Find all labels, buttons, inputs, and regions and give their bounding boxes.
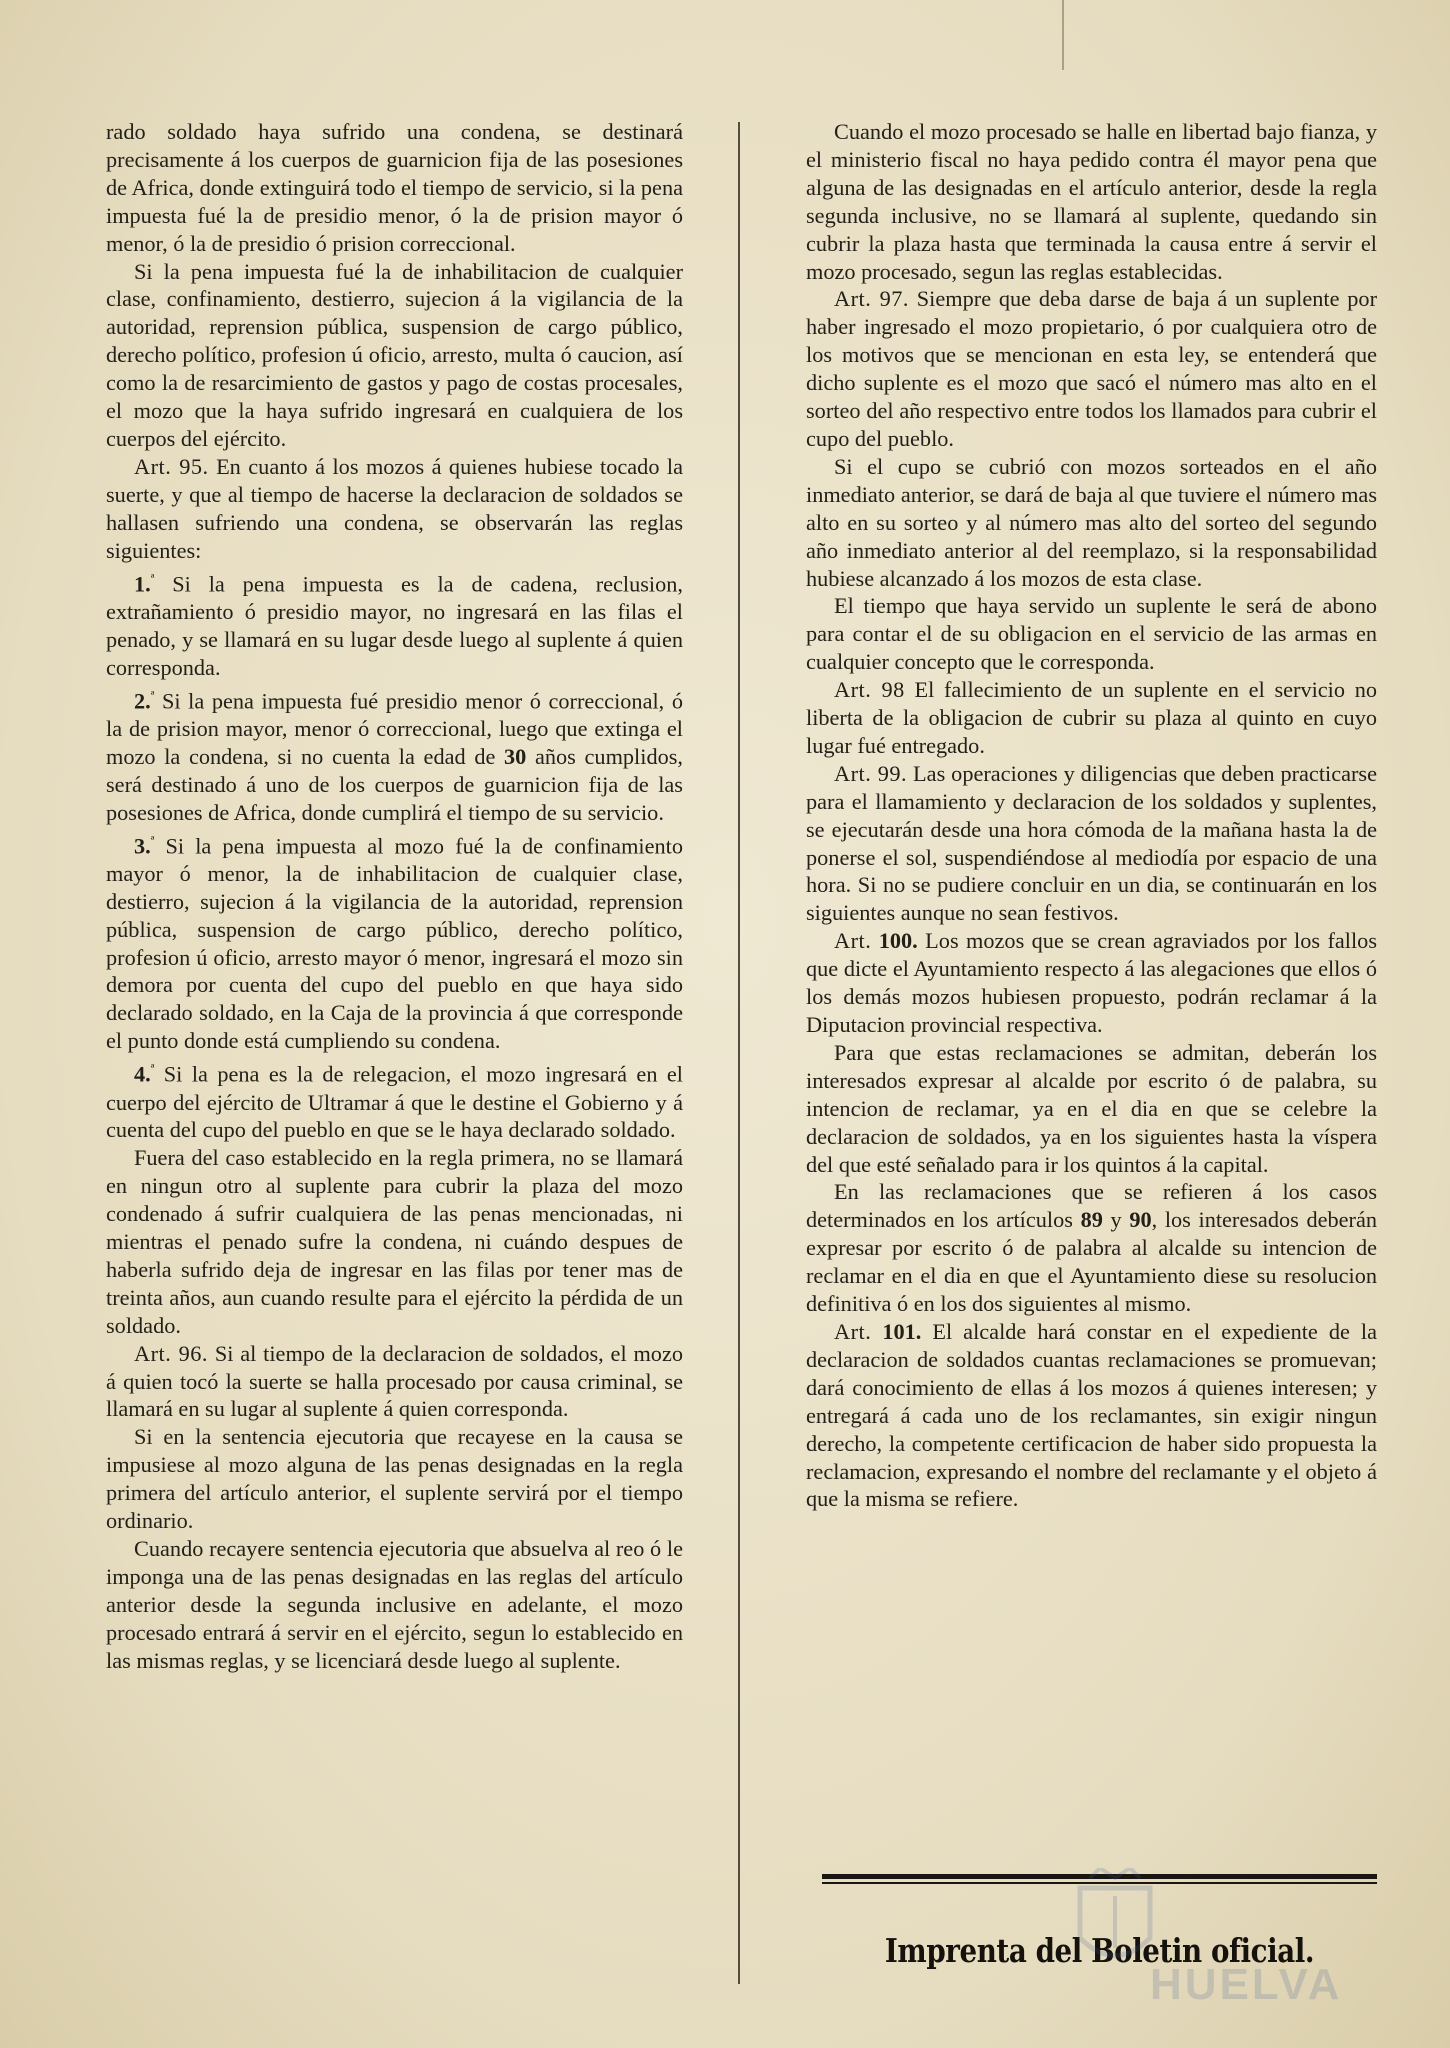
column-divider — [738, 122, 740, 1984]
ordinal-mark: ª — [150, 570, 155, 586]
watermark-text: HUELVA — [1150, 1960, 1343, 2009]
article-label: Art. 95. — [134, 453, 209, 479]
ordinal-mark: ª — [150, 1061, 155, 1077]
article-text: El fallecimiento de un suplente en el servicio no liberta de la obligacion de cubrir su plaza al quinto en cuyo lugar fué entregado. — [806, 677, 1378, 758]
paragraph: Si la pena impuesta fué la de inhabilitacion de cualquier clase, confinamiento, destierro, sujecion á la vigilancia de la autoridad, reprension pública, suspension de cargo público, derecho político, profesion ú oficio, arresto, multa ó caucion, así como la de resarcimiento de gastos y pago de costas procesales, el mozo que la haya sufrido ingresará en cualquiera de los cuerpos del ejército. — [106, 258, 683, 451]
paragraph-text: En las reclamaciones que se refieren á los casos determinados en los artículos — [806, 1179, 1377, 1233]
article-99 — [806, 760, 1377, 927]
paragraph: Cuando recayere sentencia ejecutoria que absuelva al reo ó le imponga una de las penas designadas en las reglas del artículo anterior desde la segunda inclusive en adelante, el mozo procesado entrará á servir en el ejército, segun lo establecido en las mismas reglas, y se licenciará desde luego al suplente. — [106, 1536, 683, 1673]
paragraph: El tiempo que haya servido un suplente le será de abono para contar el de su obligacion en el servicio de las armas en cualquier concepto que le corresponda. — [806, 593, 1377, 675]
paragraph: Cuando el mozo procesado se halle en libertad bajo fianza, y el ministerio fiscal no haya pedido contra él mayor pena que alguna de las designadas en el artículo anterior, desde la regla segunda inclusive, no se llamará al suplente, quedando sin cubrir la plaza hasta que terminada la causa entre á servir el mozo procesado, segun las reglas establecidas. — [806, 119, 1377, 284]
right-column — [806, 118, 1377, 1513]
article-number: 100. — [878, 928, 918, 954]
article-text: Los mozos que se crean agraviados por los fallos que dicte el Ayuntamiento respecto á las alegaciones que ellos ó los demás mozos hubiesen propuesto, podrán reclamar á la Diputacion provincial respectiva. — [806, 928, 1378, 1037]
rule-number: 1. — [134, 570, 151, 596]
rule-1 — [106, 565, 683, 682]
rule-number: 2. — [134, 687, 151, 713]
article-97 — [806, 285, 1377, 452]
article-number: 101. — [882, 1318, 922, 1344]
article-text: El alcalde hará constar en el expediente de la declaracion de soldados cuantas reclamaciones se promuevan; dará conocimiento de ellas á los mozos á quienes interesen; y entregará á cada uno de los reclamantes, sin exigir ningun derecho, la competente certificacion de haber sido propuesta la reclamacion, expresando el nombre del reclamante y el objeto á que la misma se refiere. — [806, 1318, 1377, 1512]
article-ref: 90 — [1129, 1207, 1152, 1233]
paragraph: Fuera del caso establecido en la regla primera, no se llamará en ningun otro al suplente para cubrir la plaza del mozo condenado á sufrir cualquiera de las penas mencionadas, ni mientras el penado sufre la condena, ni cuándo despues de haberla sufrido deja de ingresar en las filas por tener mas de treinta años, aun cuando resulte para el ejército la pérdida de un soldado. — [106, 1145, 683, 1338]
ordinal-mark: ª — [150, 687, 155, 703]
article-label: Art. 96. — [134, 1340, 208, 1366]
article-label: Art. — [834, 928, 872, 954]
printer-imprint: Imprenta del Boletin oficial. — [884, 1931, 1315, 1970]
ordinal-mark: ª — [150, 832, 155, 848]
rule-2 — [106, 682, 683, 827]
article-label: Art. — [834, 1318, 872, 1344]
rule-text: Si la pena impuesta al mozo fué la de confinamiento mayor ó menor, la de inhabilitacion de cualquier clase, destierro, sujecion á la vigilancia de la autoridad, reprension pública, suspension de cargo público, derecho político, profesion ú oficio, arresto mayor ó menor, ingresará el mozo sin demora por cuenta del cupo del pueblo en que haya sido declarado soldado, en la Caja de la provincia á que corresponde el punto donde está cumpliendo su condena. — [106, 832, 683, 1054]
article-text: Si al tiempo de la declaracion de soldados, el mozo á quien tocó la suerte se halla procesado por causa criminal, se llamará en su lugar al suplente á quien corresponda. — [106, 1340, 683, 1422]
rule-number: 3. — [134, 832, 151, 858]
rule-text: Si la pena impuesta es la de cadena, reclusion, extrañamiento ó presidio mayor, no ingresará en las filas el penado, y se llamará en su lugar desde luego al suplente á quien corresponda. — [106, 570, 684, 680]
rule-text: Si la pena es la de relegacion, el mozo ingresará en el cuerpo del ejército de Ultramar á que le destine el Gobierno y á cuenta del cupo del pueblo en que se le haya declarado soldado. — [106, 1061, 683, 1143]
article-text: En cuanto á los mozos á quienes hubiese tocado la suerte, y que al tiempo de hacerse la declaracion de soldados se hallasen sufriendo una condena, se observarán las reglas siguientes: — [106, 453, 684, 563]
article-95 — [106, 453, 683, 565]
rule-line-thin — [822, 1882, 1377, 1884]
article-96 — [106, 1340, 683, 1424]
scan-edge-mark — [1062, 0, 1064, 70]
article-100 — [806, 927, 1377, 1039]
rule-text: años cumplidos, será destinado á uno de los cuerpos de guarnicion fija de las posesiones de Africa, donde cumplirá el tiempo de su servicio. — [106, 743, 683, 825]
article-98 — [806, 676, 1377, 760]
rule-text: Si la pena impuesta fué presidio menor ó correccional, ó la de prision mayor, menor ó correccional, luego que extinga el mozo la condena, si no cuenta la edad de — [106, 687, 683, 769]
paragraph: rado soldado haya sufrido una condena, se destinará precisamente á los cuerpos de guarnicion fija de las posesiones de Africa, donde extinguirá todo el tiempo de servicio, si la pena impuesta fué la de presidio menor, ó la de prision mayor ó menor, ó la de presidio ó prision correccional. — [106, 119, 683, 256]
article-text: Las operaciones y diligencias que deben practicarse para el llamamiento y declaracion de los soldados y suplentes, se ejecutarán desde una hora cómoda de la mañana hasta la de ponerse el sol, suspendiéndose al mediodía por espacio de una hora. Si no se pudiere concluir en un dia, se continuarán en los siguientes aunque no sean festivos. — [806, 760, 1378, 926]
paragraph: Si el cupo se cubrió con mozos sorteados en el año inmediato anterior, se dará de baja al que tuviere el número mas alto en su sorteo y al número mas alto del sorteo del segundo año inmediato anterior al del reemplazo, si la responsabilidad hubiese alcanzado á los mozos de esta clase. — [806, 453, 1377, 591]
article-101 — [806, 1318, 1377, 1513]
article-label: Art. 98 — [834, 677, 905, 703]
paragraph: Si en la sentencia ejecutoria que recayese en la causa se impusiese al mozo alguna de las penas designadas en la regla primera del artículo anterior, el suplente servirá por el tiempo ordinario. — [106, 1424, 683, 1534]
rule-number: 4. — [134, 1061, 151, 1087]
article-text: Siempre que deba darse de baja á un suplente por haber ingresado el mozo propietario, ó por cualquiera otro de los motivos que se mencionan en esta ley, se entenderá que dicho suplente es el mozo que sacó el número mas alto en el sorteo del año respectivo entre todos los llamados para cubrir el cupo del pueblo. — [806, 286, 1378, 451]
article-ref: 89 — [1080, 1207, 1103, 1233]
rule-3 — [106, 827, 683, 1056]
paragraph-text: , los interesados deberán expresar por escrito ó de palabra al alcalde su intencion de reclamar en el dia en que el Ayuntamiento diese su resolucion definitiva ó en los dos siguientes al mismo. — [806, 1207, 1378, 1317]
rule-inline-number: 30 — [504, 743, 527, 769]
paragraph — [806, 1178, 1377, 1318]
article-label: Art. 99. — [834, 760, 908, 786]
article-label: Art. 97. — [834, 286, 909, 312]
paragraph-text: y — [1102, 1207, 1130, 1233]
rule-4 — [106, 1055, 683, 1144]
left-column — [106, 118, 683, 1675]
rule-line-thick — [822, 1874, 1377, 1879]
paragraph: Para que estas reclamaciones se admitan, deberán los interesados expresar al alcalde por escrito ó de palabra, su intencion de reclamar, ya en el dia en que se celebre la declaracion de soldados, ya en los siguientes hasta la víspera del que esté señalado para ir los quintos á la capital. — [806, 1039, 1377, 1177]
